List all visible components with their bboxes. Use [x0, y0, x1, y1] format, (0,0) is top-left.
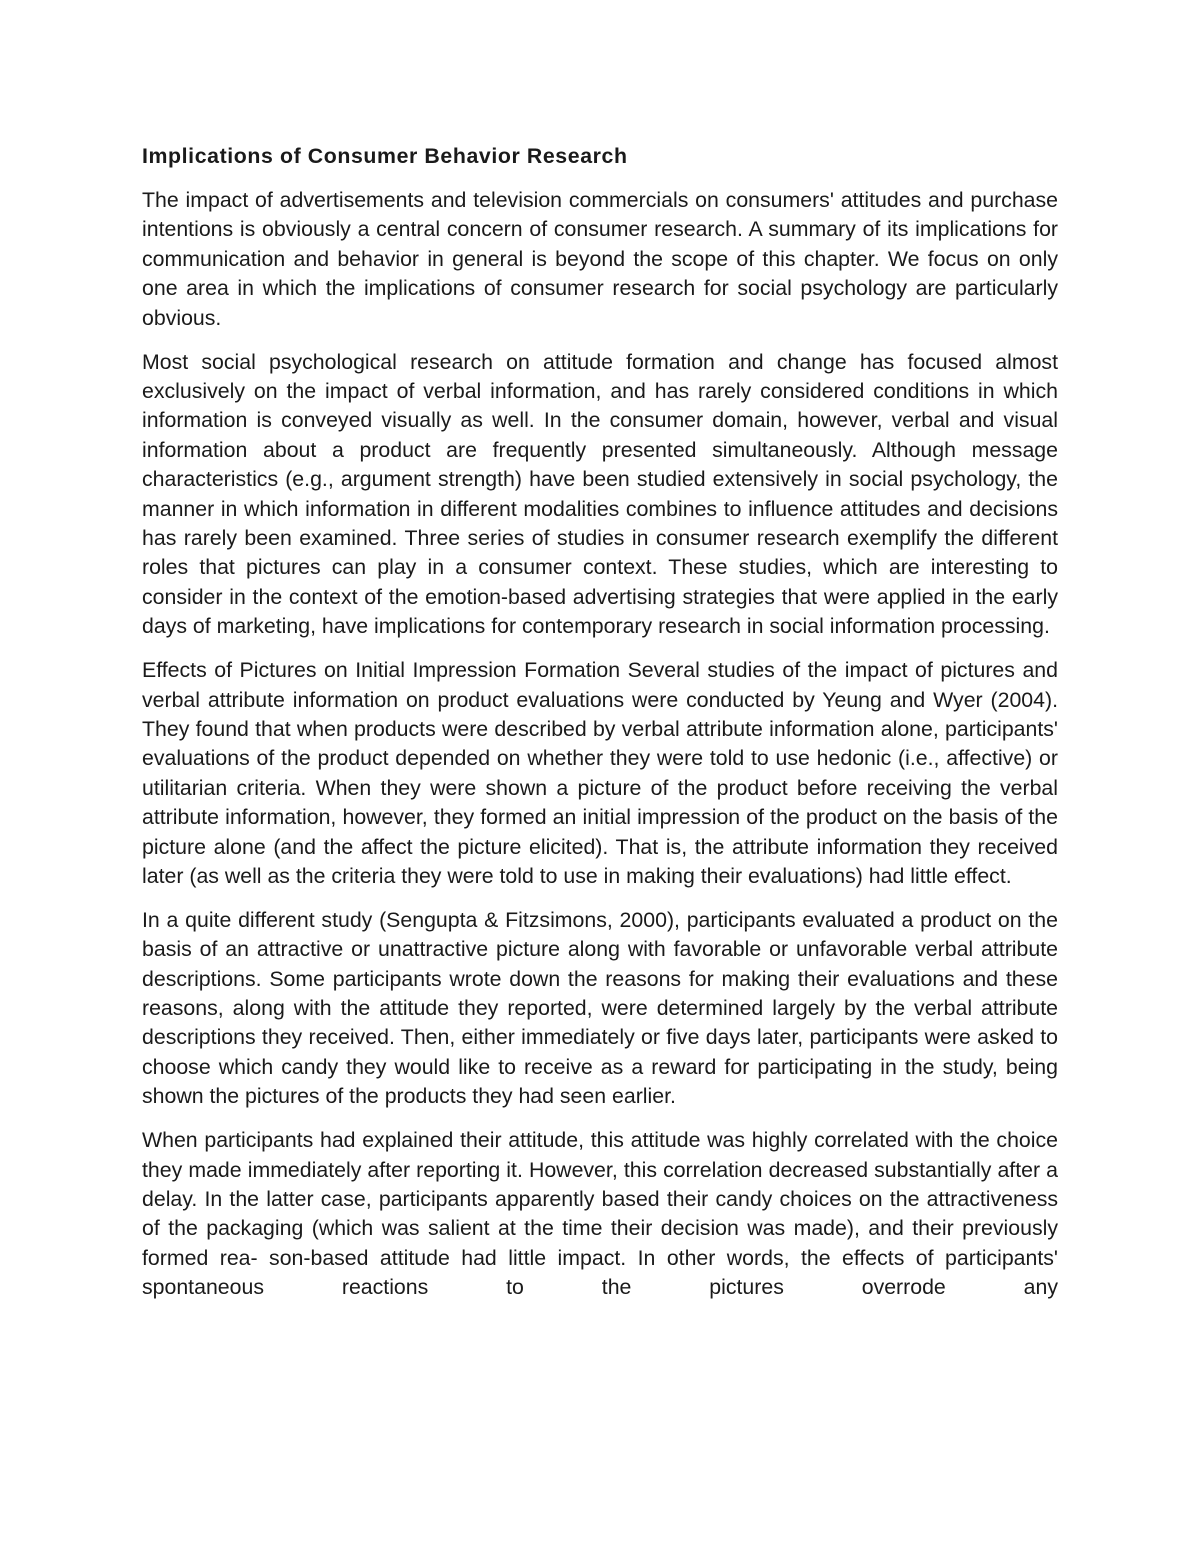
paragraph-1: The impact of advertisements and television commercials on consumers' attitudes and purchase intentions is obviously a central concern of consumer research. A summary of its implications for communication and behavior in general is beyond the scope of this chapter. We focus on only one area in which the implications of consumer research for social psychology are particularly obvious.: [142, 188, 1058, 330]
paragraph-5: When participants had explained their attitude, this attitude was highly correlated with the choice they made immediately after reporting it. However, this correlation decreased substantially after a delay. In the latter case, participants apparently based their candy choices on the attractiveness of the packaging (which was salient at the time their decision was made), and their previously formed rea- son-based attitude had little impact. In other words, the effects of participants' spontaneous reactions to the pictures overrode any: [142, 1128, 1058, 1300]
paragraph-2: Most social psychological research on attitude formation and change has focused almost exclusively on the impact of verbal information, and has rarely considered conditions in which information is conveyed visually as well. In the consumer domain, however, verbal and visual information about a product are frequently presented simultaneously. Although message characteristics (e.g., argument strength) have been studied extensively in social psychology, the manner in which information in different modalities combines to influence attitudes and decisions has rarely been examined. Three series of studies in consumer research exemplify the different roles that pictures can play in a consumer context. These studies, which are interesting to consider in the context of the emotion-based advertising strategies that were applied in the early days of marketing, have implications for contemporary research in social information processing.: [142, 349, 1058, 639]
paragraph-4: In a quite different study (Sengupta & Fitzsimons, 2000), participants evaluated a product on the basis of an attractive or unattractive picture along with favorable or unfavorable verbal attribute descriptions. Some participants wrote down the reasons for making their evaluations and these reasons, along with the attitude they reported, were determined largely by the verbal attribute descriptions they received. Then, either immediately or five days later, participants were asked to choose which candy they would like to receive as a reward for participating in the study, being shown the pictures of the products they had seen earlier.: [142, 907, 1058, 1109]
paragraph-3: Effects of Pictures on Initial Impression Formation Several studies of the impact of pictures and verbal attribute information on product evaluations were conducted by Yeung and Wyer (2004). They found that when products were described by verbal attribute information alone, participants' evaluations of the product depended on whether they were told to use hedonic (i.e., affective) or utilitarian criteria. When they were shown a picture of the product before receiving the verbal attribute information, however, they formed an initial impression of the product on the basis of the picture alone (and the affect the picture elicited). That is, the attribute information they received later (as well as the criteria they were told to use in making their evaluations) had little effect.: [142, 658, 1058, 888]
document-body: [142, 140, 1058, 1317]
document-title: Implications of Consumer Behavior Research: [142, 144, 628, 168]
